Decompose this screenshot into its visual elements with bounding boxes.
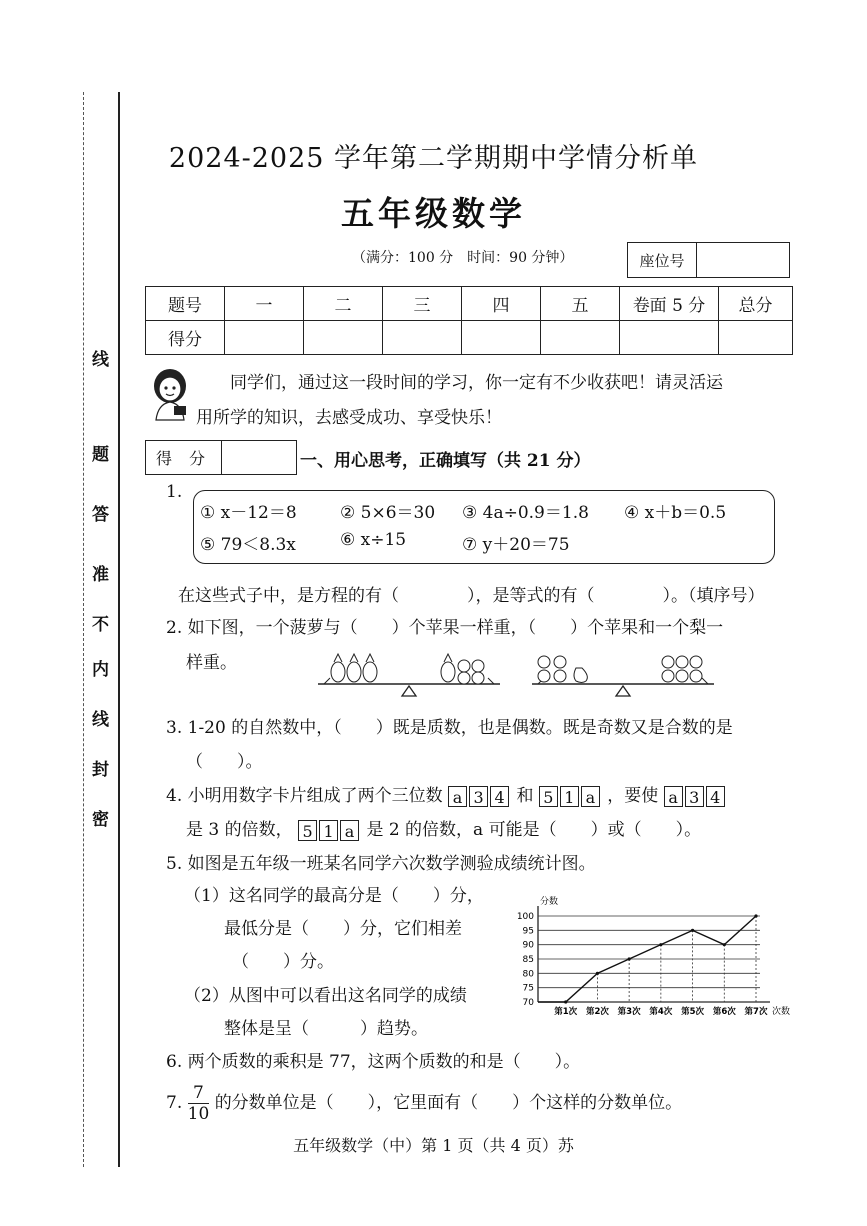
question-text: 在这些式子中，是方程的有（ ），是等式的有（ ）。（填序号）: [178, 586, 765, 606]
margin-char: 答: [92, 505, 109, 525]
table-cell: 四: [462, 287, 541, 321]
table-cell: 卷面 5 分: [620, 287, 719, 321]
exam-meta: （满分：100 分 时间：90 分钟）: [352, 250, 574, 266]
page-title: 2024-2025 学年第二学期期中学情分析单: [168, 143, 699, 174]
pineapple-icon: [331, 654, 377, 682]
fraction: [188, 1083, 210, 1124]
y-tick-label: 80: [522, 969, 534, 980]
digit-card: 4: [490, 786, 509, 807]
score-cell[interactable]: [719, 321, 793, 355]
binding-dashed-line: [83, 92, 84, 1167]
y-axis-label: 分数: [540, 897, 559, 907]
section-score-field[interactable]: [222, 441, 296, 474]
margin-char: 不: [92, 615, 109, 635]
binding-solid-line: [118, 92, 120, 1167]
margin-char: 线: [92, 350, 109, 370]
question-text: 2. 如下图，一个菠萝与（ ）个苹果一样重，（ ）个苹果和一个梨一: [166, 618, 724, 638]
digit-card: a: [448, 786, 467, 807]
question-number: 7.: [166, 1093, 183, 1113]
seat-number-field[interactable]: [697, 243, 789, 277]
expression: ⑥ x÷15: [340, 530, 407, 550]
question-text: 5. 如图是五年级一班某名同学六次数学测验成绩统计图。: [166, 854, 596, 874]
question-text: 3. 1-20 的自然数中，（ ）既是质数，也是偶数。既是奇数又是合数的是: [166, 718, 733, 738]
digit-card: a: [340, 820, 359, 841]
margin-char: 题: [92, 445, 109, 465]
question-4-line1: [166, 781, 727, 807]
table-row: [146, 321, 793, 355]
table-cell: 五: [541, 287, 620, 321]
table-cell: 三: [383, 287, 462, 321]
question-text: 最低分是（ ）分，它们相差: [224, 919, 462, 939]
score-cell[interactable]: [225, 321, 304, 355]
data-point: [628, 957, 631, 960]
y-tick-label: 70: [522, 998, 534, 1008]
question-text: 是 2 的倍数，a 可能是（ ）或（ ）。: [366, 820, 702, 840]
question-text: （ ）分。: [232, 952, 334, 972]
x-tick-label: 第2次: [585, 1007, 609, 1017]
question-text: （2）从图中可以看出这名同学的成绩: [184, 986, 467, 1006]
question-text: 4. 小明用数字卡片组成了两个三位数: [166, 786, 443, 806]
apples-and-pear-icon: [538, 656, 587, 683]
question-text: 6. 两个质数的乘积是 77，这两个质数的和是（ ）。: [166, 1052, 581, 1072]
digit-card: 1: [319, 820, 338, 841]
y-tick-label: 85: [522, 955, 534, 965]
intro-line: 同学们，通过这一段时间的学习，你一定有不少收获吧！请灵活运: [230, 373, 723, 393]
x-tick-label: 第4次: [649, 1007, 673, 1017]
apples-icon: [662, 656, 702, 682]
page-subject: 五年级数学: [341, 194, 526, 233]
score-cell[interactable]: [620, 321, 719, 355]
expression: ③ 4a÷0.9＝1.8: [462, 503, 589, 523]
digit-card: a: [581, 786, 600, 807]
x-tick-label: 第6次: [712, 1007, 736, 1017]
digit-card: 3: [685, 786, 704, 807]
table-cell: 二: [304, 287, 383, 321]
balance-scales-figure: [310, 648, 730, 700]
x-tick-label: 第7次: [744, 1007, 768, 1017]
question-text: 和: [516, 786, 534, 806]
expression: ⑤ 79＜8.3x: [200, 535, 296, 555]
data-point: [564, 1000, 567, 1003]
data-point: [691, 929, 694, 932]
intro-line: 用所学的知识，去感受成功、享受快乐！: [196, 408, 502, 428]
margin-char: 线: [92, 710, 109, 730]
digit-card: 5: [539, 786, 558, 807]
data-point: [596, 972, 599, 975]
score-table: [145, 286, 793, 355]
margin-char: 内: [92, 660, 109, 680]
expression: ⑦ y＋20＝75: [462, 535, 570, 555]
data-point: [754, 914, 757, 917]
score-line-chart: [506, 890, 791, 1020]
question-text: 是 3 的倍数，: [186, 820, 293, 840]
expression: ① x－12＝8: [200, 503, 297, 523]
margin-char: 密: [92, 810, 109, 830]
section-heading: 一、用心思考，正确填写（共 21 分）: [300, 451, 591, 471]
question-text: 的分数单位是（ ），它里面有（ ）个这样的分数单位。: [214, 1093, 683, 1113]
table-cell: 一: [225, 287, 304, 321]
score-cell[interactable]: [541, 321, 620, 355]
fraction-denominator: 10: [187, 1104, 210, 1124]
section-score-box: [145, 440, 297, 475]
question-text: （ ）。: [186, 752, 263, 772]
question-4-line2: [186, 815, 701, 841]
question-number: 1.: [166, 482, 183, 502]
seat-number-box: [627, 242, 790, 278]
score-cell[interactable]: [383, 321, 462, 355]
x-tick-label: 第1次: [554, 1007, 578, 1017]
question-text: ，要使: [607, 786, 659, 806]
margin-char: 准: [92, 565, 109, 585]
y-tick-label: 90: [522, 940, 534, 951]
y-tick-label: 95: [522, 926, 534, 937]
digit-card: 3: [469, 786, 488, 807]
seat-label: 座位号: [628, 243, 697, 277]
data-point: [723, 943, 726, 946]
x-axis-label: 次数: [772, 1007, 791, 1017]
girl-student-icon: [146, 366, 194, 420]
question-text: 整体是呈（ ）趋势。: [224, 1019, 428, 1039]
x-tick-label: 第3次: [617, 1007, 641, 1017]
expression: ② 5×6＝30: [340, 503, 436, 523]
score-cell[interactable]: [304, 321, 383, 355]
data-point: [659, 943, 662, 946]
y-tick-label: 100: [516, 912, 534, 922]
section-score-label: 得 分: [146, 441, 222, 474]
table-cell: 得分: [146, 321, 225, 355]
digit-card: 1: [560, 786, 579, 807]
x-tick-label: 第5次: [681, 1007, 705, 1017]
table-row: [146, 287, 793, 321]
margin-char: 封: [92, 760, 109, 780]
table-cell: 题号: [146, 287, 225, 321]
expression: ④ x＋b＝0.5: [624, 503, 727, 523]
fraction-numerator: 7: [188, 1083, 210, 1104]
question-7: [166, 1083, 682, 1124]
digit-card: 4: [706, 786, 725, 807]
page-footer: 五年级数学（中）第 1 页（共 4 页）苏: [293, 1136, 574, 1155]
digit-card: 5: [298, 820, 317, 841]
y-tick-label: 75: [522, 983, 534, 994]
table-cell: 总分: [719, 287, 793, 321]
question-text: 样重。: [186, 653, 237, 673]
question-text: （1）这名同学的最高分是（ ）分，: [184, 886, 484, 906]
digit-card: a: [664, 786, 683, 807]
pineapple-and-apples-icon: [441, 654, 484, 684]
score-cell[interactable]: [462, 321, 541, 355]
